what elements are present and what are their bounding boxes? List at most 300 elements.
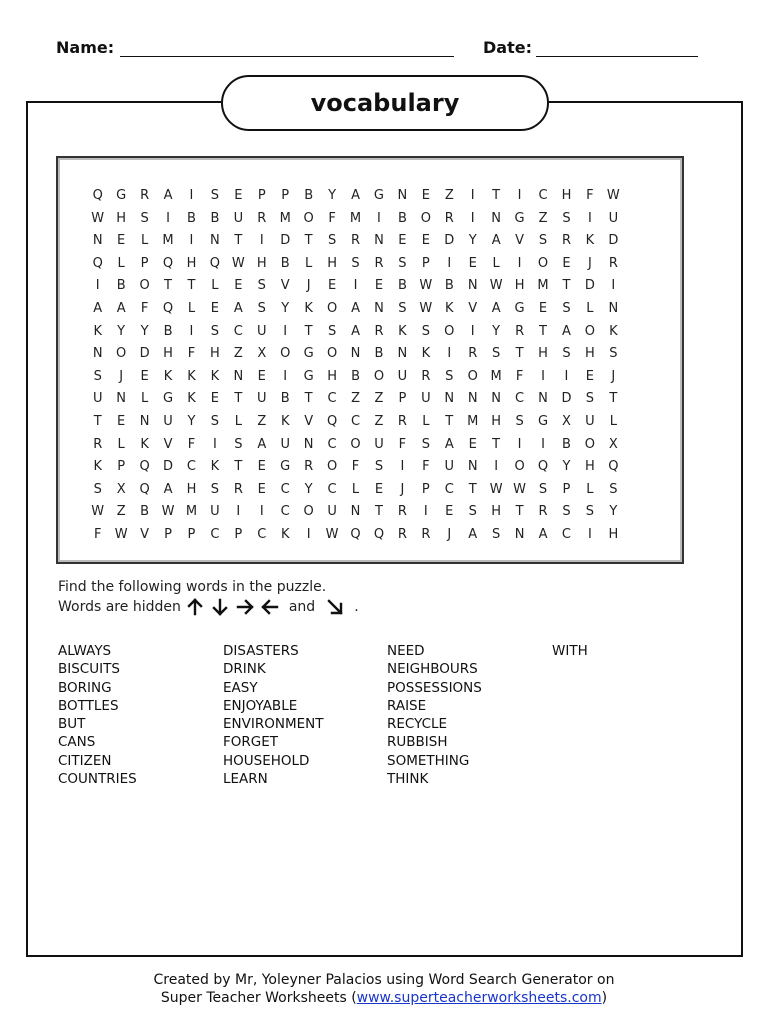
grid-letter: R xyxy=(93,436,103,452)
grid-letter: N xyxy=(514,526,525,542)
grid-letter: B xyxy=(163,323,173,339)
grid-letter: Q xyxy=(139,481,150,497)
grid-letter: S xyxy=(327,323,337,339)
grid-letter: Y xyxy=(492,323,501,339)
grid-letter: N xyxy=(467,459,478,475)
grid-letter: A xyxy=(351,300,360,316)
grid-letter: Y xyxy=(468,233,477,249)
grid-letter: K xyxy=(398,323,407,339)
grid-letter: I xyxy=(283,368,288,384)
title-banner xyxy=(221,75,549,131)
grid-letter: I xyxy=(541,368,545,384)
grid-letter: E xyxy=(398,233,407,249)
arrow-right-icon xyxy=(234,597,256,617)
grid-letter: S xyxy=(445,368,454,384)
grid-letter: D xyxy=(163,459,174,475)
footer-source xyxy=(0,990,768,1006)
grid-letter: D xyxy=(444,233,455,249)
grid-row xyxy=(86,366,682,389)
grid-letter: I xyxy=(470,323,475,339)
word-item: DISASTERS xyxy=(223,643,299,659)
grid-letter: T xyxy=(492,188,501,203)
grid-letter: A xyxy=(562,323,571,339)
word-item: LEARN xyxy=(223,771,268,788)
grid-letter: C xyxy=(210,526,220,542)
grid-letter: P xyxy=(117,459,126,475)
grid-letter: U xyxy=(280,436,290,452)
grid-letter: I xyxy=(259,504,264,520)
grid-letter: I xyxy=(611,278,616,294)
word-item: ENJOYABLE xyxy=(223,697,298,714)
grid-row xyxy=(86,253,682,276)
word-item: SOMETHING xyxy=(387,752,470,769)
grid-letter: R xyxy=(374,323,384,339)
grid-letter: M xyxy=(490,368,502,384)
grid-letter: H xyxy=(327,368,337,384)
grid-letter: Q xyxy=(162,255,174,271)
grid-letter: V xyxy=(140,526,150,542)
grid-letter: M xyxy=(185,504,198,520)
grid-letter: B xyxy=(374,346,384,362)
grid-letter: I xyxy=(212,436,217,452)
grid-letter: T xyxy=(445,413,454,429)
grid-letter: V xyxy=(468,300,478,316)
grid-letter: C xyxy=(327,391,337,407)
grid-letter: L xyxy=(187,300,196,316)
word-item: ENVIRONMENT xyxy=(223,716,324,733)
grid-letter: H xyxy=(210,346,220,362)
grid-letter: S xyxy=(351,255,360,271)
grid-letter: N xyxy=(538,391,548,407)
word-item: HOUSEHOLD xyxy=(223,752,310,769)
grid-letter: O xyxy=(303,210,314,226)
grid-letter: I xyxy=(541,436,545,452)
grid-letter: O xyxy=(326,300,338,316)
grid-letter: O xyxy=(350,436,361,452)
grid-letter: U xyxy=(585,413,595,429)
grid-letter: Z xyxy=(116,504,126,520)
grid-letter: G xyxy=(280,459,291,475)
instruction-prefix: Words are hidden xyxy=(58,599,181,615)
grid-letter: E xyxy=(257,481,266,497)
grid-letter: A xyxy=(233,300,243,316)
word-item: NEED xyxy=(387,643,425,659)
grid-letter: Q xyxy=(537,459,549,475)
grid-letter: I xyxy=(95,278,100,294)
grid-letter: I xyxy=(189,188,194,203)
grid-letter: K xyxy=(187,368,196,384)
grid-letter: O xyxy=(444,323,455,339)
grid-letter: E xyxy=(562,255,571,271)
grid-letter: O xyxy=(584,323,596,339)
grid-letter: M xyxy=(537,278,549,294)
grid-letter: V xyxy=(304,413,314,429)
grid-letter: S xyxy=(421,323,430,339)
grid-letter: N xyxy=(210,233,220,249)
grid-letter: Q xyxy=(350,526,361,542)
grid-letter: L xyxy=(305,255,313,271)
grid-letter: A xyxy=(163,188,173,203)
grid-letter: I xyxy=(423,504,428,520)
grid-letter: Y xyxy=(117,323,126,339)
grid-letter: U xyxy=(233,210,244,226)
grid-letter: B xyxy=(397,278,407,294)
grid-letter: S xyxy=(562,346,571,362)
grid-letter: Z xyxy=(351,391,360,407)
word-item: POSSESSIONS xyxy=(387,679,482,696)
grid-letter: S xyxy=(562,504,571,520)
grid-letter: E xyxy=(257,368,266,384)
grid-row xyxy=(86,434,682,457)
grid-letter: H xyxy=(585,459,595,475)
grid-letter: T xyxy=(515,346,524,362)
grid-letter: U xyxy=(421,391,431,407)
grid-letter: C xyxy=(280,481,290,497)
word-item: BORING xyxy=(58,679,112,696)
instruction-line-1: Find the following words in the puzzle. xyxy=(58,579,327,595)
grid-letter: E xyxy=(140,368,149,384)
grid-letter: A xyxy=(491,300,501,316)
grid-letter: E xyxy=(327,278,337,294)
grid-letter: X xyxy=(116,481,126,497)
header xyxy=(56,38,716,62)
grid-letter: S xyxy=(327,233,337,249)
grid-letter: H xyxy=(163,346,173,362)
grid-letter: L xyxy=(234,413,242,429)
grid-letter: E xyxy=(538,300,548,316)
grid-letter: I xyxy=(517,255,522,271)
grid-letter: A xyxy=(93,300,103,316)
letter-grid xyxy=(86,185,682,547)
grid-letter: L xyxy=(351,481,360,497)
grid-letter: S xyxy=(234,436,243,452)
grid-letter: I xyxy=(470,188,475,203)
grid-letter: K xyxy=(421,346,431,362)
grid-letter: F xyxy=(351,459,360,475)
grid-row xyxy=(86,321,682,344)
grid-letter: F xyxy=(187,436,196,452)
grid-letter: L xyxy=(586,481,594,497)
grid-letter: H xyxy=(256,255,267,271)
word-item: RECYCLE xyxy=(387,716,448,733)
grid-letter: I xyxy=(189,233,194,249)
grid-letter: T xyxy=(609,391,618,407)
grid-letter: H xyxy=(186,255,197,271)
arrow-left-icon xyxy=(259,597,281,617)
word-item: FORGET xyxy=(223,734,279,751)
grid-letter: U xyxy=(374,436,384,452)
grid-letter: J xyxy=(587,255,592,271)
grid-letter: S xyxy=(468,504,477,520)
grid-letter: C xyxy=(327,481,337,497)
grid-letter: B xyxy=(351,368,360,384)
grid-letter: U xyxy=(163,413,173,429)
grid-letter: I xyxy=(470,210,475,226)
grid-letter: T xyxy=(304,323,313,339)
grid-letter: R xyxy=(468,346,478,362)
grid-letter: T xyxy=(492,436,501,452)
grid-letter: Z xyxy=(257,413,267,429)
grid-letter: R xyxy=(421,368,431,384)
grid-letter: U xyxy=(397,368,408,384)
grid-letter: M xyxy=(279,210,291,226)
grid-letter: E xyxy=(257,459,266,475)
grid-letter: L xyxy=(117,255,125,271)
grid-letter: N xyxy=(303,436,314,452)
grid-letter: H xyxy=(186,481,197,497)
grid-letter: Y xyxy=(328,188,337,203)
footer-link[interactable]: www.superteacherworksheets.com xyxy=(356,990,602,1006)
grid-letter: O xyxy=(373,368,385,384)
grid-letter: D xyxy=(608,233,619,249)
grid-letter: Z xyxy=(374,413,384,429)
grid-letter: D xyxy=(561,391,572,407)
grid-letter: T xyxy=(93,413,102,429)
grid-letter: M xyxy=(162,233,174,249)
grid-letter: L xyxy=(586,300,594,316)
word-column xyxy=(58,642,218,788)
grid-letter: J xyxy=(119,368,124,384)
grid-letter: U xyxy=(257,391,267,407)
grid-letter: J xyxy=(447,526,452,542)
grid-letter: K xyxy=(585,233,595,249)
grid-letter: L xyxy=(211,278,219,294)
grid-letter: E xyxy=(374,481,384,497)
word-item: COUNTRIES xyxy=(58,771,137,788)
grid-letter: J xyxy=(400,481,405,497)
grid-letter: T xyxy=(234,459,243,475)
grid-letter: W xyxy=(606,188,620,203)
grid-letter: G xyxy=(514,210,525,226)
grid-letter: O xyxy=(514,459,525,475)
grid-letter: I xyxy=(564,368,569,384)
word-item: EASY xyxy=(223,679,258,696)
grid-letter: Z xyxy=(374,391,384,407)
grid-letter: H xyxy=(327,255,337,271)
grid-letter: T xyxy=(234,233,243,249)
grid-letter: O xyxy=(280,346,291,362)
grid-letter: S xyxy=(421,436,430,452)
grid-letter: E xyxy=(210,391,220,407)
grid-letter: S xyxy=(398,300,407,316)
grid-letter: K xyxy=(280,413,290,429)
grid-letter: O xyxy=(116,346,127,362)
grid-row xyxy=(86,298,682,321)
grid-letter: V xyxy=(163,436,173,452)
grid-letter: S xyxy=(257,300,266,316)
grid-letter: E xyxy=(210,300,220,316)
grid-letter: O xyxy=(467,368,478,384)
grid-letter: D xyxy=(280,233,291,249)
grid-letter: K xyxy=(609,323,618,339)
grid-letter: W xyxy=(489,481,503,497)
grid-letter: F xyxy=(422,459,430,475)
grid-letter: K xyxy=(187,391,196,407)
grid-letter: R xyxy=(374,255,384,271)
grid-letter: E xyxy=(421,233,430,249)
grid-letter: E xyxy=(234,188,243,203)
grid-letter: E xyxy=(585,368,595,384)
grid-letter: S xyxy=(93,481,102,497)
grid-letter: N xyxy=(608,300,619,316)
grid-letter: H xyxy=(608,526,619,542)
word-item: THINK xyxy=(387,771,429,788)
grid-letter: C xyxy=(561,526,571,542)
grid-letter: K xyxy=(93,323,102,339)
grid-letter: I xyxy=(587,526,592,542)
word-column xyxy=(223,642,383,788)
grid-letter: S xyxy=(257,278,266,294)
footer-source-suffix: ) xyxy=(601,990,608,1006)
grid-letter: R xyxy=(397,526,407,542)
grid-letter: M xyxy=(349,210,362,226)
grid-letter: C xyxy=(280,504,290,520)
grid-letter: S xyxy=(492,346,501,362)
grid-row xyxy=(86,479,682,502)
grid-letter: R xyxy=(233,481,243,497)
grid-letter: Y xyxy=(187,413,196,429)
date-field[interactable] xyxy=(536,56,698,57)
grid-letter: K xyxy=(304,300,313,316)
grid-row xyxy=(86,524,682,547)
grid-letter: N xyxy=(491,210,502,226)
grid-letter: S xyxy=(492,526,501,542)
grid-letter: N xyxy=(397,346,408,362)
grid-letter: S xyxy=(210,188,220,203)
grid-letter: R xyxy=(421,526,431,542)
grid-letter: T xyxy=(468,481,477,497)
word-item: DRINK xyxy=(223,661,266,678)
grid-letter: R xyxy=(397,413,407,429)
grid-letter: Q xyxy=(139,459,150,475)
grid-letter: F xyxy=(187,346,196,362)
grid-letter: Q xyxy=(209,255,221,271)
grid-letter: T xyxy=(515,504,524,520)
grid-letter: W xyxy=(325,526,339,542)
word-item: RAISE xyxy=(387,697,427,714)
grid-letter: Z xyxy=(444,188,454,203)
grid-letter: B xyxy=(140,504,150,520)
grid-letter: O xyxy=(139,278,150,294)
grid-letter: S xyxy=(538,481,548,497)
grid-letter: B xyxy=(210,210,220,226)
grid-letter: I xyxy=(447,346,452,362)
grid-row xyxy=(86,230,682,253)
grid-letter: W xyxy=(231,255,245,271)
grid-letter: R xyxy=(538,504,548,520)
grid-letter: K xyxy=(93,459,102,475)
grid-letter: R xyxy=(257,210,267,226)
grid-letter: I xyxy=(377,210,381,226)
grid-letter: P xyxy=(140,255,149,271)
grid-letter: I xyxy=(517,188,522,203)
grid-letter: W xyxy=(91,210,105,226)
grid-row xyxy=(86,275,682,298)
grid-letter: R xyxy=(608,255,618,271)
grid-letter: T xyxy=(539,323,547,339)
grid-letter: L xyxy=(117,436,125,452)
grid-letter: L xyxy=(492,255,500,271)
grid-letter: Q xyxy=(92,188,103,203)
grid-letter: C xyxy=(233,323,243,339)
grid-letter: T xyxy=(187,278,196,294)
grid-letter: E xyxy=(468,436,477,452)
grid-letter: Y xyxy=(609,504,618,520)
grid-letter: O xyxy=(537,255,549,271)
grid-letter: Y xyxy=(140,323,149,339)
grid-letter: G xyxy=(303,368,314,384)
grid-letter: P xyxy=(164,526,172,542)
grid-letter: S xyxy=(210,481,220,497)
grid-letter: O xyxy=(420,210,431,226)
word-item: BOTTLES xyxy=(58,697,119,714)
grid-letter: F xyxy=(93,526,102,542)
grid-letter: X xyxy=(608,436,618,452)
grid-letter: H xyxy=(585,346,595,362)
grid-letter: S xyxy=(140,210,149,226)
grid-row xyxy=(86,411,682,434)
grid-letter: U xyxy=(327,504,337,520)
instruction-period: . xyxy=(354,599,359,615)
word-item: CANS xyxy=(58,734,96,751)
grid-letter: A xyxy=(351,323,360,339)
grid-letter: I xyxy=(283,323,288,339)
grid-letter: L xyxy=(140,233,149,249)
word-item: RUBBISH xyxy=(387,734,448,751)
grid-letter: Q xyxy=(608,459,619,475)
grid-letter: C xyxy=(538,188,548,203)
grid-letter: Y xyxy=(281,300,290,316)
grid-letter: B xyxy=(397,210,407,226)
grid-letter: O xyxy=(303,504,314,520)
grid-letter: K xyxy=(210,368,220,384)
grid-row xyxy=(86,343,682,366)
grid-letter: L xyxy=(422,413,430,429)
grid-letter: G xyxy=(162,391,174,407)
grid-letter: I xyxy=(587,210,592,226)
grid-letter: W xyxy=(91,504,105,520)
grid-letter: H xyxy=(491,413,502,429)
grid-letter: B xyxy=(562,436,571,452)
name-field[interactable] xyxy=(120,56,454,57)
instruction-line-2 xyxy=(58,597,359,617)
grid-letter: A xyxy=(163,481,173,497)
grid-letter: H xyxy=(561,188,572,203)
grid-letter: P xyxy=(398,391,407,407)
grid-row xyxy=(86,388,682,411)
grid-letter: N xyxy=(467,391,478,407)
grid-letter: Z xyxy=(538,210,548,226)
grid-letter: Q xyxy=(162,300,174,316)
word-column xyxy=(552,642,712,660)
footer-source-prefix: Super Teacher Worksheets ( xyxy=(160,990,357,1006)
grid-letter: I xyxy=(166,210,170,226)
grid-letter: N xyxy=(92,346,103,362)
grid-letter: B xyxy=(280,255,290,271)
grid-letter: N xyxy=(374,233,384,249)
grid-letter: T xyxy=(374,504,383,520)
grid-letter: C xyxy=(257,526,267,542)
grid-letter: S xyxy=(374,459,384,475)
grid-letter: U xyxy=(210,504,220,520)
grid-letter: R xyxy=(140,188,150,203)
grid-letter: F xyxy=(515,368,524,384)
grid-letter: P xyxy=(562,481,571,497)
grid-letter: S xyxy=(93,368,102,384)
footer-credit: Created by Mr, Yoleyner Palacios using Word Search Generator on xyxy=(153,972,615,988)
grid-letter: A xyxy=(468,526,478,542)
grid-letter: F xyxy=(586,188,594,203)
